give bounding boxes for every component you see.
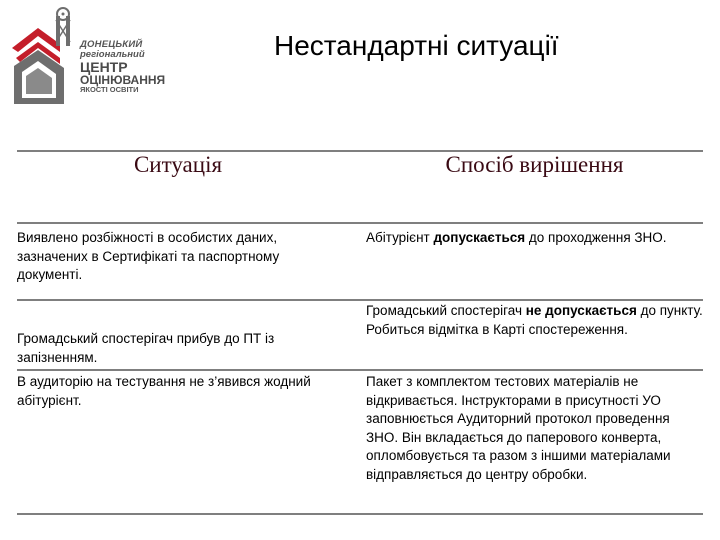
solution-text: Пакет з комплектом тестових матеріалів не відкривається. Інструкторами в присутності УО заповнюється Аудиторний протокол проведення ЗНО. Він вкладається до паперового конверта, опломбовується та разом з іншими матеріалами відправляється до центру обробки. [366,374,671,482]
column-gap [339,223,366,300]
page-title: Нестандартні ситуації [274,30,559,61]
solution-text: Громадський спостерігач [366,303,526,318]
logo-text [80,40,172,94]
solution-emphasis: допускається [433,230,526,245]
column-gap [339,370,366,514]
table-row [17,370,703,514]
logo-line-1: ДОНЕЦЬКИЙ [80,39,143,50]
logo-line-3: ЦЕНТР [80,59,128,75]
situations-table [17,150,703,515]
table-header-row [17,151,703,223]
solution-cell [366,370,703,514]
solution-text: Абітурієнт [366,230,434,245]
organization-logo [8,6,168,106]
logo-emblem-icon [8,6,80,106]
table-row [17,300,703,370]
solution-cell [366,223,703,300]
header-situation: Ситуація [17,151,339,223]
situation-cell: Громадський спостерігач прибув до ПТ із запізненням. [17,300,339,370]
situation-cell: В аудиторію на тестування не з’явився жодний абітурієнт. [17,370,339,514]
logo-line-4: ОЦІНЮВАННЯ [80,73,166,87]
solution-text: до пункту. Робиться відмітка в Карті спостереження. [366,303,703,337]
solution-cell [366,300,703,370]
column-gap [339,300,366,370]
situation-cell: Виявлено розбіжності в особистих даних, зазначених в Сертифікаті та паспортному документі. [17,223,339,300]
header-gap [339,151,366,223]
logo-line-5: ЯКОСТІ ОСВІТИ [80,85,139,94]
solution-emphasis: не допускається [525,303,637,318]
table-row [17,223,703,300]
header-solution: Спосіб вирішення [366,151,703,223]
logo-line-2: регіональний [80,48,145,60]
solution-text: до проходження ЗНО. [525,230,667,245]
